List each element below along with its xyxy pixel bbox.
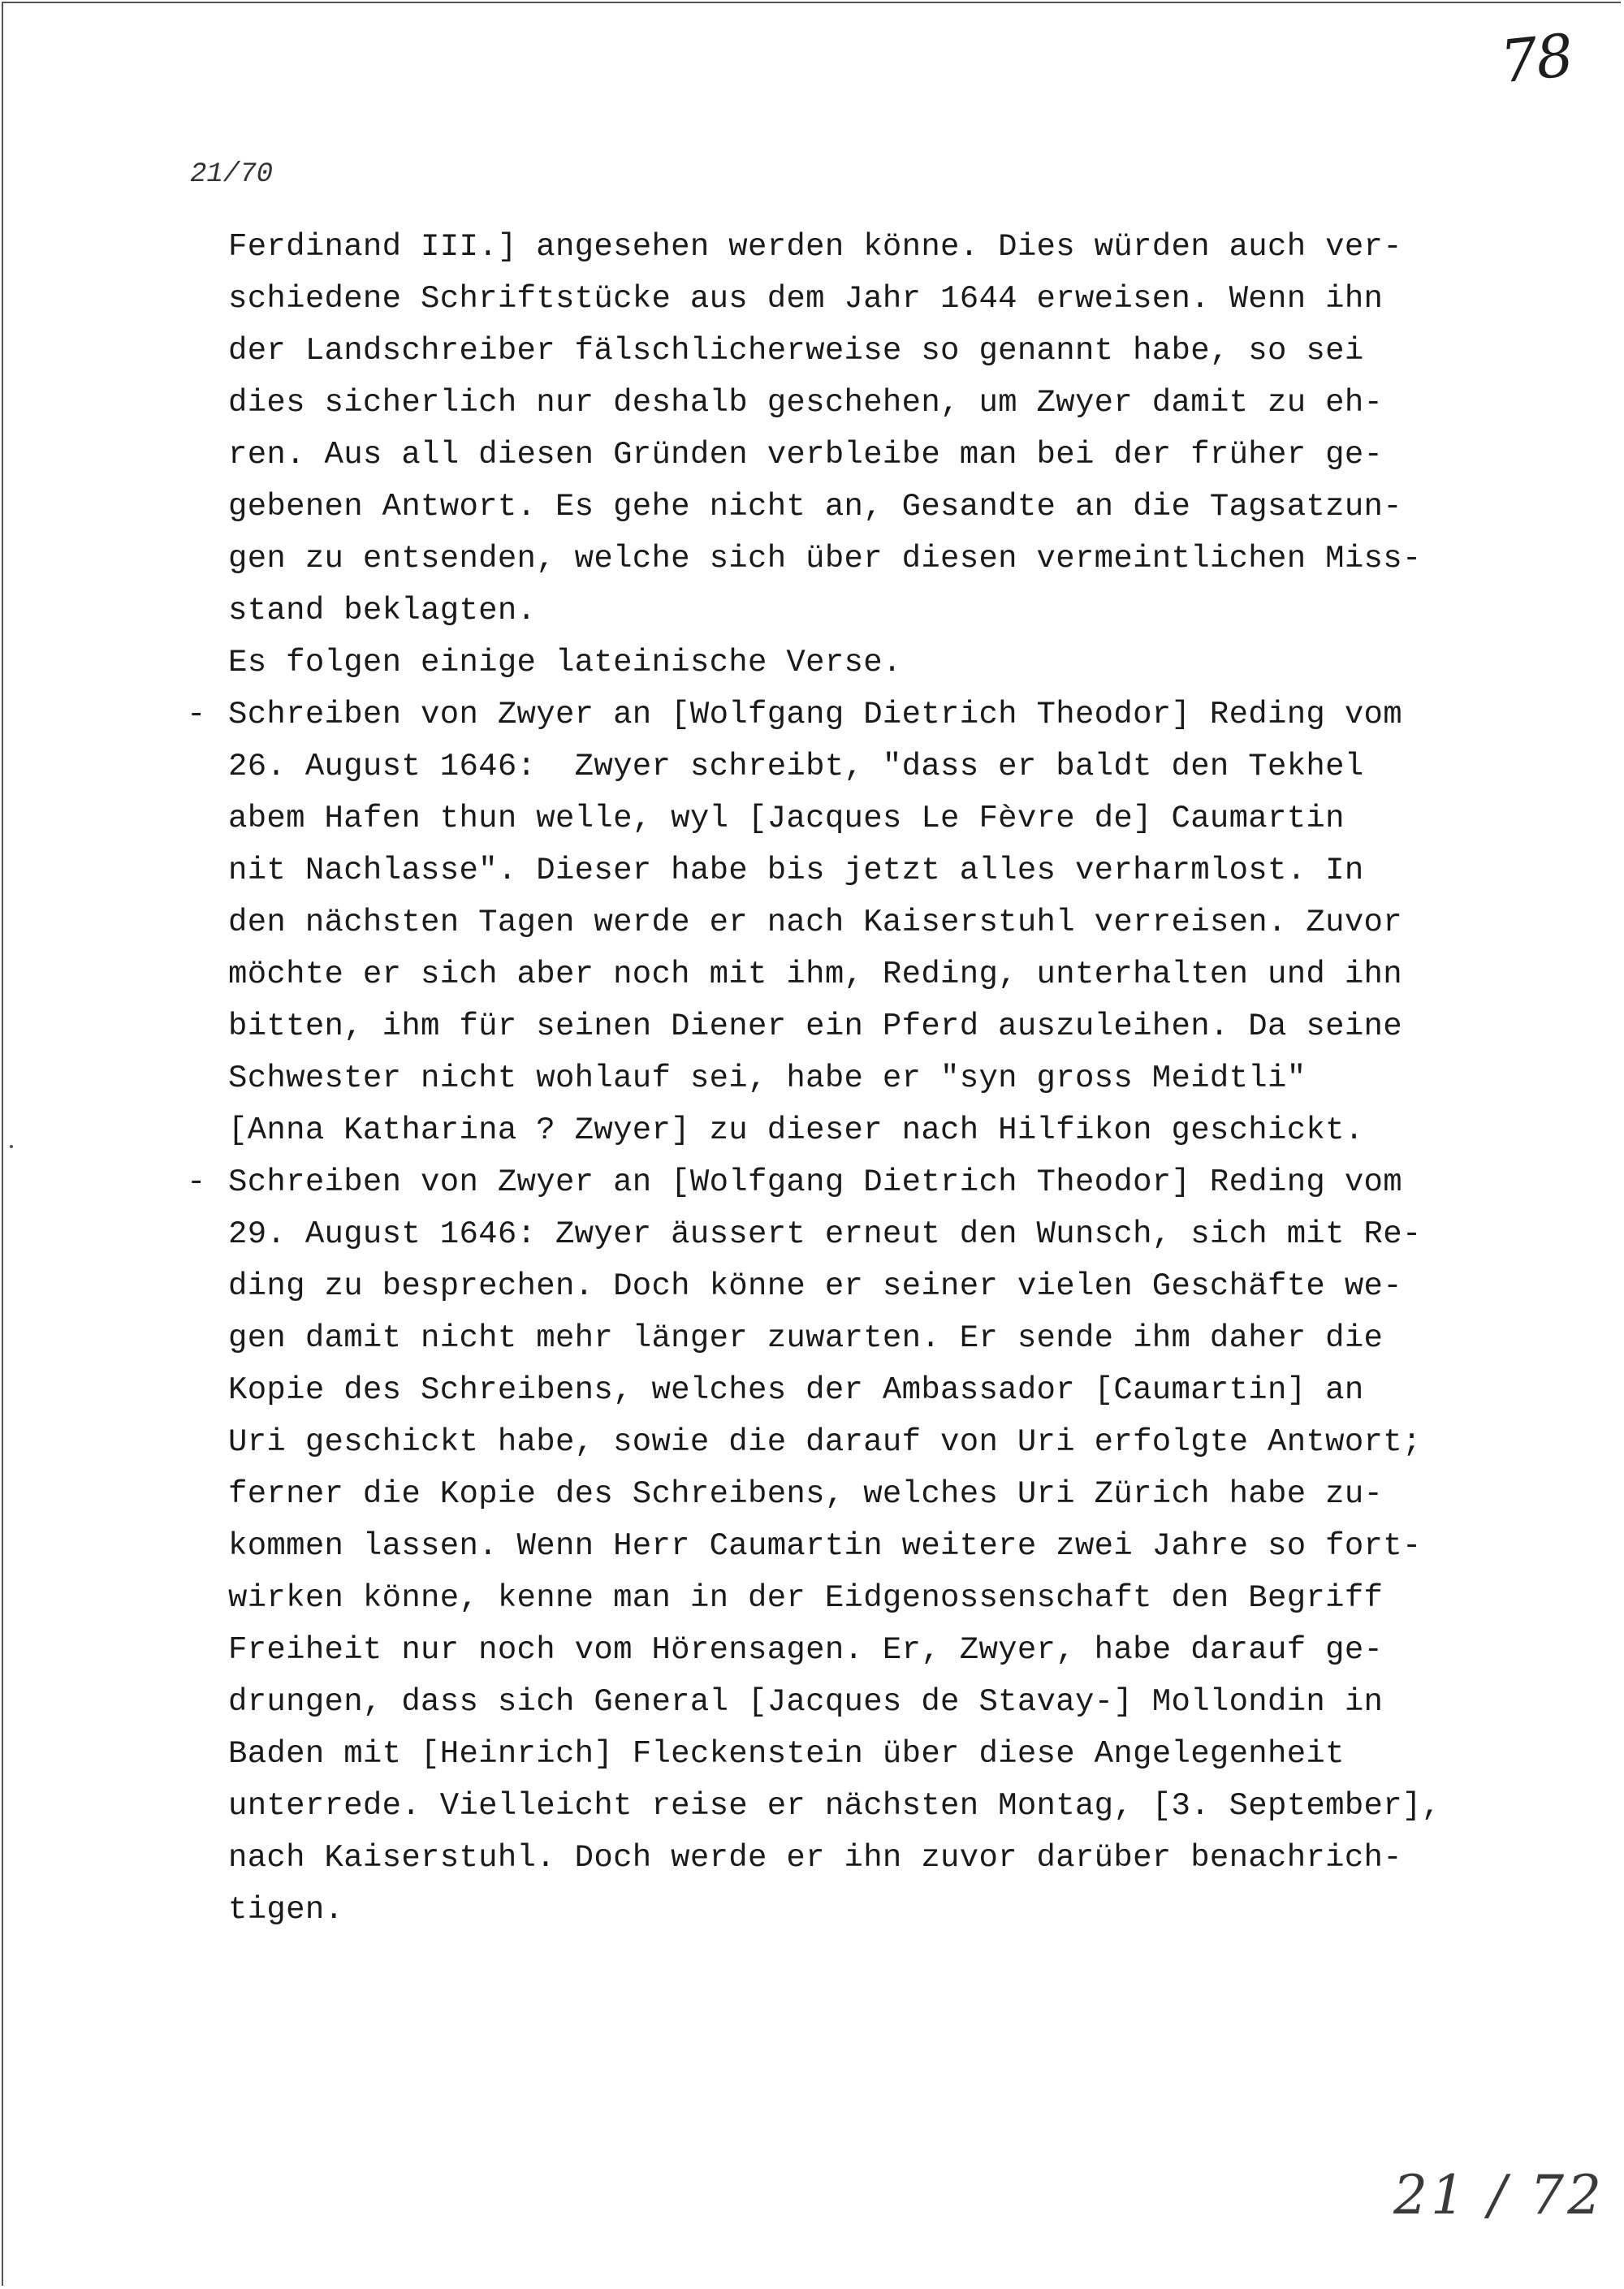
- line-text: 26. August 1646: Zwyer schreibt, "dass er baldt den Tekhel: [228, 749, 1364, 784]
- line-text: wirken könne, kenne man in der Eidgenossenschaft den Begriff: [228, 1580, 1384, 1616]
- line-text: nit Nachlasse". Dieser habe bis jetzt alles verharmlost. In: [228, 853, 1364, 888]
- text-line: [228, 1520, 1495, 1572]
- text-line: [228, 1260, 1495, 1312]
- line-text: Uri geschickt habe, sowie die darauf von Uri erfolgte Antwort;: [228, 1424, 1422, 1460]
- text-line: [228, 741, 1495, 793]
- line-text: ren. Aus all diesen Gründen verbleibe man bei der früher ge-: [228, 437, 1384, 473]
- handwritten-bottom-annotation: 21 / 72: [1393, 2164, 1605, 2226]
- body-text: [187, 221, 1495, 1936]
- line-text: bitten, ihm für seinen Diener ein Pferd auszuleihen. Da seine: [228, 1008, 1402, 1044]
- text-line: [228, 273, 1495, 325]
- text-line: [228, 637, 1495, 689]
- text-line: [228, 1832, 1495, 1884]
- text-line: [228, 533, 1495, 585]
- line-text: gen damit nicht mehr länger zuwarten. Er sende ihm daher die: [228, 1320, 1384, 1356]
- list-bullet: -: [187, 1164, 206, 1200]
- line-text: drungen, dass sich General [Jacques de Stavay-] Mollondin in: [228, 1684, 1384, 1720]
- line-text: gebenen Antwort. Es gehe nicht an, Gesandte an die Tagsatzun-: [228, 489, 1402, 525]
- line-text: Ferdinand III.] angesehen werden könne. Dies würden auch ver-: [228, 229, 1402, 265]
- line-text: den nächsten Tagen werde er nach Kaiserstuhl verreisen. Zuvor: [228, 905, 1402, 940]
- line-text: Freiheit nur noch vom Hörensagen. Er, Zwyer, habe darauf ge-: [228, 1632, 1384, 1668]
- text-line: [228, 481, 1495, 533]
- list-bullet: -: [187, 697, 206, 732]
- text-line: [228, 793, 1495, 844]
- text-line: [228, 1104, 1495, 1156]
- handwritten-folio-number: 78: [1497, 20, 1575, 97]
- text-line: [228, 1468, 1495, 1520]
- text-line: [228, 377, 1495, 429]
- line-text: schiedene Schriftstücke aus dem Jahr 1644 erweisen. Wenn ihn: [228, 281, 1384, 317]
- text-line: [228, 948, 1495, 1000]
- line-text: nach Kaiserstuhl. Doch werde er ihn zuvor darüber benachrich-: [228, 1840, 1402, 1876]
- line-text: stand beklagten.: [228, 593, 537, 628]
- line-text: Baden mit [Heinrich] Fleckenstein über diese Angelegenheit: [228, 1736, 1345, 1772]
- text-line: [228, 1728, 1495, 1780]
- text-line: [228, 1780, 1495, 1832]
- line-text: der Landschreiber fälschlicherweise so genannt habe, so sei: [228, 333, 1364, 369]
- line-text: Schreiben von Zwyer an [Wolfgang Dietrich Theodor] Reding vom: [228, 1164, 1402, 1200]
- text-line: [228, 1572, 1495, 1624]
- page-reference: 21/70: [190, 159, 274, 190]
- line-text: Es folgen einige lateinische Verse.: [228, 645, 902, 680]
- line-text: unterrede. Vielleicht reise er nächsten Montag, [3. September],: [228, 1788, 1441, 1824]
- text-line: [187, 1156, 1495, 1208]
- text-line: [228, 896, 1495, 948]
- line-text: dies sicherlich nur deshalb geschehen, um Zwyer damit zu eh-: [228, 385, 1384, 421]
- line-text: ding zu besprechen. Doch könne er seiner vielen Geschäfte we-: [228, 1268, 1402, 1304]
- text-line: [228, 429, 1495, 481]
- text-line: [187, 689, 1495, 741]
- line-text: tigen.: [228, 1892, 344, 1928]
- text-line: [228, 1364, 1495, 1416]
- text-line: [228, 325, 1495, 377]
- text-line: [228, 1884, 1495, 1936]
- text-line: [228, 1052, 1495, 1104]
- text-line: [228, 1416, 1495, 1468]
- text-line: [228, 1676, 1495, 1728]
- text-line: [228, 1208, 1495, 1260]
- line-text: Kopie des Schreibens, welches der Ambassador [Caumartin] an: [228, 1372, 1364, 1408]
- line-text: gen zu entsenden, welche sich über diesen vermeintlichen Miss-: [228, 541, 1422, 577]
- line-text: abem Hafen thun welle, wyl [Jacques Le Fèvre de] Caumartin: [228, 801, 1345, 836]
- text-line: [228, 1624, 1495, 1676]
- line-text: Schreiben von Zwyer an [Wolfgang Dietrich Theodor] Reding vom: [228, 697, 1402, 732]
- line-text: möchte er sich aber noch mit ihm, Reding, unterhalten und ihn: [228, 957, 1402, 992]
- line-text: kommen lassen. Wenn Herr Caumartin weitere zwei Jahre so fort-: [228, 1528, 1422, 1564]
- margin-mark: [10, 1145, 13, 1148]
- text-line: [228, 221, 1495, 273]
- text-line: [228, 1000, 1495, 1052]
- line-text: ferner die Kopie des Schreibens, welches Uri Zürich habe zu-: [228, 1476, 1384, 1512]
- line-text: Schwester nicht wohlauf sei, habe er "syn gross Meidtli": [228, 1060, 1307, 1096]
- text-line: [228, 844, 1495, 896]
- line-text: 29. August 1646: Zwyer äussert erneut den Wunsch, sich mit Re-: [228, 1216, 1422, 1252]
- line-text: [Anna Katharina ? Zwyer] zu dieser nach Hilfikon geschickt.: [228, 1112, 1364, 1148]
- text-line: [228, 585, 1495, 637]
- text-line: [228, 1312, 1495, 1364]
